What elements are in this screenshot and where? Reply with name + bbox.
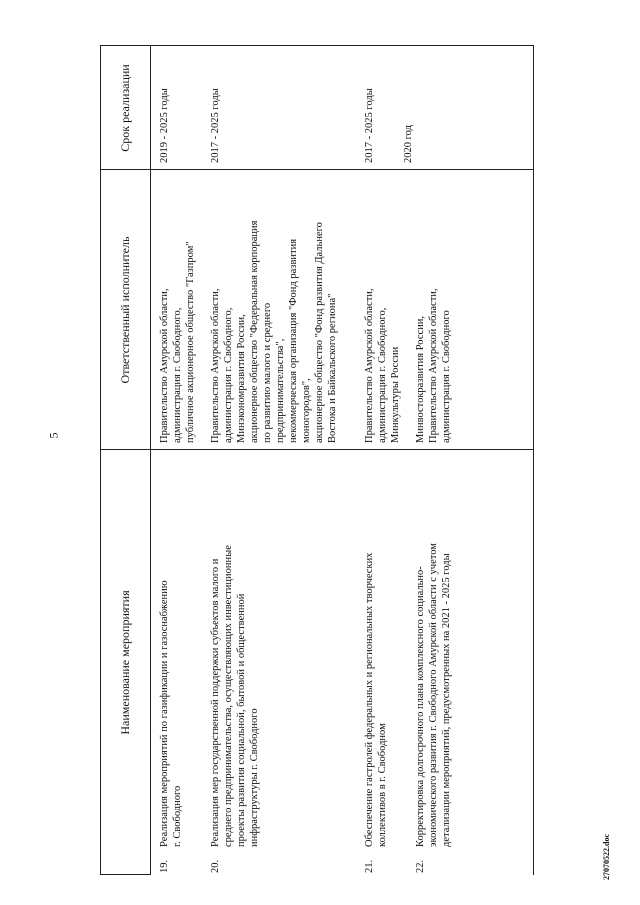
row-term: 2017 - 2025 годы	[210, 88, 221, 163]
row-number: 20.	[210, 859, 221, 873]
text-line: Правительство Амурской области,	[428, 288, 439, 443]
text-line: администрация г. Свободного,	[172, 307, 183, 443]
row-number: 19.	[159, 859, 170, 873]
text-line: инфраструктуры г. Свободного	[249, 708, 260, 847]
text-line: администрация г. Свободного,	[377, 307, 388, 443]
text-line: коллективов в г. Свободном	[377, 723, 388, 847]
row-executor	[158, 173, 197, 443]
row-name	[414, 452, 453, 847]
text-line: экономического развития г. Свободного Амурской области с учетом	[428, 543, 439, 847]
text-line: Обеспечение гастролей федеральных и региональных творческих	[364, 552, 375, 847]
header-term: Срок реализации	[117, 64, 132, 152]
text-line: публичное акционерное общество "Газпром"	[185, 241, 196, 443]
row-name	[209, 452, 261, 847]
row-executor	[363, 173, 402, 443]
footer-file-name: 27070522.doc	[602, 834, 611, 880]
text-line: акционерное общество "Фонд развития Дальнего	[314, 222, 325, 443]
text-line: Востока и Байкальского региона"	[327, 293, 338, 443]
page-number: 5	[46, 432, 61, 439]
text-line: Правительство Амурской области,	[210, 288, 221, 443]
text-line: детализации мероприятий, предусмотренных на 2021 - 2025 годы	[441, 553, 452, 847]
text-line: Реализация мероприятий по газификации и газоснабжению	[159, 580, 170, 847]
text-line: Правительство Амурской области,	[364, 288, 375, 443]
row-number: 21.	[364, 859, 375, 873]
text-line: администрация г. Свободного	[441, 310, 452, 443]
text-line: проекты развития социальной, бытовой и общественной	[236, 593, 247, 847]
row-name	[363, 452, 389, 847]
row-name	[158, 452, 184, 847]
text-line: моногородов",	[301, 378, 312, 443]
row-term: 2020 год	[403, 125, 414, 163]
text-line: Минвостокразвития России,	[415, 315, 426, 443]
text-line: Минкультуры России	[390, 346, 401, 443]
text-line: предпринимательства",	[275, 338, 286, 443]
col-border-right	[100, 45, 534, 46]
text-line: Реализация мер государственной поддержки субъектов малого и	[210, 558, 221, 847]
rotated-table-area	[100, 45, 535, 875]
text-line: по развитию малого и среднего	[262, 302, 273, 443]
row-number: 22.	[415, 859, 426, 873]
header-name: Наименование мероприятия	[117, 590, 132, 735]
text-line: г. Свободного	[172, 785, 183, 847]
text-line: среднего предпринимательства, осуществляющих инвестиционные	[223, 545, 234, 847]
row-executor	[209, 173, 339, 443]
text-line: акционерное общество "Федеральная корпорация	[249, 220, 260, 443]
row-term: 2017 - 2025 годы	[364, 88, 375, 163]
text-line: Минэкономразвития России,	[236, 314, 247, 443]
measures-table	[100, 45, 535, 875]
col-border-2	[100, 169, 534, 170]
row-term: 2019 - 2025 годы	[159, 88, 170, 163]
row-executor	[414, 173, 453, 443]
col-border-1	[100, 449, 534, 450]
text-line: администрация г. Свободного,	[223, 307, 234, 443]
text-line: Правительство Амурской области,	[159, 288, 170, 443]
text-line: Корректировка долгосрочного плана комплексного социально-	[415, 566, 426, 847]
text-line: некоммерческая организация "Фонд развития	[288, 238, 299, 443]
header-executor: Ответственный исполнитель	[117, 236, 132, 384]
